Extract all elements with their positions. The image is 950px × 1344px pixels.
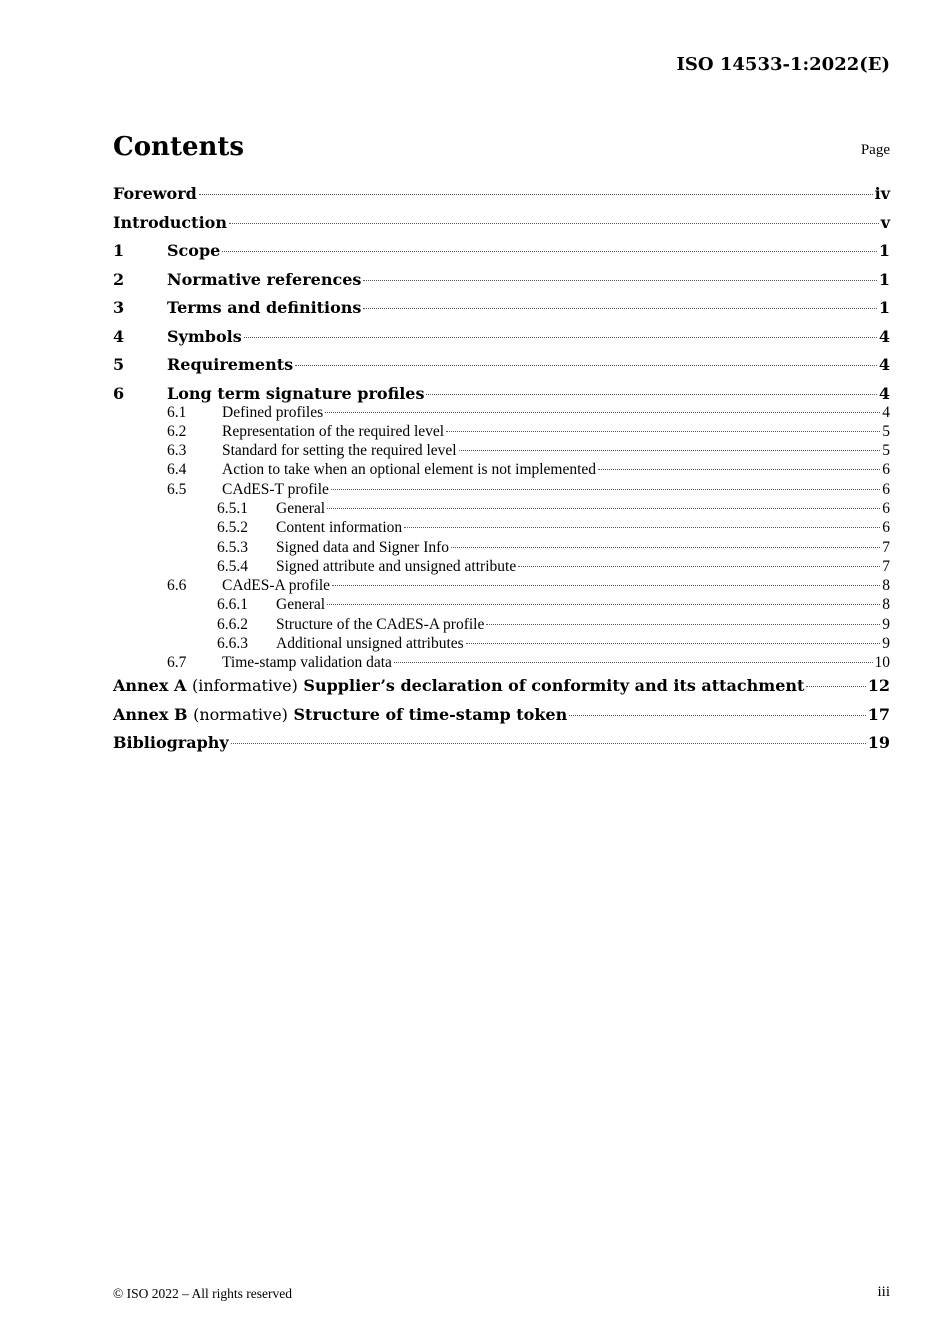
toc-title: CAdES-A profile — [222, 577, 331, 595]
toc-title: Scope — [167, 241, 221, 260]
dot-leader — [451, 547, 880, 548]
table-of-contents — [113, 184, 890, 762]
dot-leader — [295, 365, 877, 366]
toc-title: Signed attribute and unsigned attribute — [276, 557, 517, 575]
toc-entry-annex-b[interactable] — [113, 705, 890, 734]
annex-heading — [113, 676, 804, 695]
toc-page: 4 — [878, 383, 890, 403]
toc-title: Requirements — [167, 355, 294, 374]
toc-page: 6 — [882, 519, 890, 537]
dot-leader — [446, 431, 880, 432]
toc-number: 1 — [113, 241, 125, 260]
toc-entry-standard-setting-level[interactable] — [113, 442, 890, 461]
annex-kind: (normative) — [193, 704, 288, 724]
toc-page: 7 — [882, 557, 890, 575]
toc-entry-normative-references[interactable] — [113, 270, 890, 299]
toc-number: 6.6 — [167, 577, 187, 595]
toc-page: iv — [874, 184, 890, 203]
toc-title: Action to take when an optional element is not implemented — [222, 461, 597, 479]
toc-title: Standard for setting the required level — [222, 442, 457, 460]
page-column-label: Page — [860, 142, 890, 158]
toc-page: 4 — [878, 326, 890, 346]
toc-entry-bibliography[interactable] — [113, 733, 890, 762]
toc-entry-representation-required-level[interactable] — [113, 423, 890, 442]
annex-label: Annex B — [113, 704, 188, 724]
toc-entry-cades-a-profile[interactable] — [113, 577, 890, 596]
dot-leader — [598, 469, 880, 470]
annex-label: Annex A — [113, 676, 187, 696]
toc-title: Bibliography — [113, 733, 229, 753]
toc-page: 8 — [882, 596, 890, 614]
toc-entry-introduction[interactable] — [113, 213, 890, 242]
toc-entry-terms-definitions[interactable] — [113, 298, 890, 327]
dot-leader — [459, 450, 881, 451]
toc-entry-cades-a-structure[interactable] — [113, 616, 890, 635]
annex-title: Structure of time-stamp token — [293, 704, 568, 724]
toc-number: 3 — [113, 298, 125, 317]
toc-page: 6 — [882, 499, 890, 517]
toc-page: 5 — [882, 422, 890, 440]
toc-number: 6.5.1 — [217, 499, 248, 517]
dot-leader — [426, 394, 876, 395]
dot-leader — [327, 508, 880, 509]
dot-leader — [486, 624, 880, 625]
toc-entry-cades-t-profile[interactable] — [113, 481, 890, 500]
dot-leader — [244, 337, 877, 338]
toc-entry-requirements[interactable] — [113, 355, 890, 384]
toc-entry-signed-unsigned-attribute[interactable] — [113, 558, 890, 577]
toc-title: Symbols — [167, 326, 242, 346]
toc-number: 6.6.2 — [217, 615, 248, 633]
toc-page: 12 — [867, 676, 890, 696]
toc-title: Defined profiles — [222, 403, 324, 421]
annex-kind: (informative) — [191, 676, 298, 696]
dot-leader — [363, 280, 876, 281]
toc-title: Structure of the CAdES-A profile — [276, 615, 485, 633]
document-id-header: ISO 14533-1:2022(E) — [676, 54, 890, 75]
dot-leader — [222, 251, 877, 252]
page-number: iii — [877, 1284, 890, 1300]
dot-leader — [394, 662, 873, 663]
toc-title: Normative references — [167, 269, 362, 289]
toc-entry-content-information[interactable] — [113, 519, 890, 538]
toc-number: 6.6.3 — [217, 635, 248, 653]
toc-page: 4 — [878, 355, 890, 374]
toc-page: 7 — [882, 538, 890, 556]
dot-leader — [518, 566, 880, 567]
toc-title: CAdES-T profile — [222, 480, 329, 498]
toc-entry-additional-unsigned-attributes[interactable] — [113, 635, 890, 654]
toc-page: 5 — [882, 442, 890, 460]
toc-entry-annex-a[interactable] — [113, 676, 890, 705]
toc-page: 4 — [882, 403, 890, 421]
dot-leader — [404, 527, 880, 528]
toc-title: Time-stamp validation data — [222, 654, 392, 672]
toc-title: Signed data and Signer Info — [276, 538, 450, 556]
dot-leader — [325, 412, 880, 413]
toc-number: 6.6.1 — [217, 596, 248, 614]
toc-title: Additional unsigned attributes — [276, 635, 464, 653]
toc-page: 19 — [867, 733, 890, 753]
dot-leader — [199, 194, 873, 195]
toc-page: 6 — [882, 461, 890, 479]
annex-title: Supplier’s declaration of conformity and its attachment — [303, 676, 805, 696]
toc-entry-long-term-signature-profiles[interactable] — [113, 384, 890, 404]
toc-title: Representation of the required level — [222, 422, 445, 440]
dot-leader — [332, 585, 880, 586]
toc-page: 10 — [874, 654, 890, 672]
toc-title: Terms and definitions — [167, 298, 362, 317]
toc-entry-symbols[interactable] — [113, 327, 890, 356]
toc-number: 6.2 — [167, 422, 187, 440]
toc-number: 2 — [113, 269, 125, 289]
toc-number: 6.5.2 — [217, 519, 248, 537]
toc-entry-signed-data-signer-info[interactable] — [113, 539, 890, 558]
toc-page: 9 — [882, 615, 890, 633]
toc-number: 6.7 — [167, 654, 187, 672]
toc-number: 6.5.3 — [217, 538, 248, 556]
toc-number: 6.4 — [167, 461, 187, 479]
toc-page: v — [880, 212, 890, 232]
toc-number: 6.5 — [167, 480, 187, 498]
dot-leader — [466, 643, 881, 644]
toc-page: 9 — [882, 635, 890, 653]
toc-title: Foreword — [113, 184, 197, 203]
dot-leader — [327, 604, 880, 605]
toc-entry-cades-a-general[interactable] — [113, 596, 890, 615]
toc-number: 6.3 — [167, 442, 187, 460]
toc-title: General — [276, 499, 326, 517]
toc-page: 17 — [867, 704, 890, 724]
toc-number: 5 — [113, 355, 125, 374]
toc-entry-foreword[interactable] — [113, 184, 890, 213]
toc-number: 6 — [113, 383, 125, 403]
toc-number: 4 — [113, 326, 125, 346]
toc-title: Content information — [276, 519, 403, 537]
dot-leader — [363, 308, 876, 309]
toc-entry-defined-profiles[interactable] — [113, 404, 890, 423]
toc-title: General — [276, 596, 326, 614]
annex-heading — [113, 705, 567, 724]
toc-title: Introduction — [113, 212, 227, 232]
copyright-notice: © ISO 2022 – All rights reserved — [113, 1286, 292, 1301]
dot-leader — [231, 743, 866, 744]
toc-number: 6.1 — [167, 403, 187, 421]
toc-entry-time-stamp-validation[interactable] — [113, 654, 890, 676]
dot-leader — [331, 489, 880, 490]
toc-entry-optional-element-action[interactable] — [113, 461, 890, 480]
toc-page: 6 — [882, 480, 890, 498]
dot-leader — [229, 223, 879, 224]
page-title: Contents — [113, 132, 245, 162]
toc-page: 1 — [878, 241, 890, 260]
toc-title: Long term signature profiles — [167, 383, 425, 403]
toc-page: 1 — [878, 269, 890, 289]
toc-page: 8 — [882, 577, 890, 595]
toc-entry-cades-t-general[interactable] — [113, 500, 890, 519]
dot-leader — [569, 715, 866, 716]
toc-page: 1 — [878, 298, 890, 317]
dot-leader — [806, 686, 865, 687]
toc-entry-scope[interactable] — [113, 241, 890, 270]
toc-number: 6.5.4 — [217, 557, 248, 575]
